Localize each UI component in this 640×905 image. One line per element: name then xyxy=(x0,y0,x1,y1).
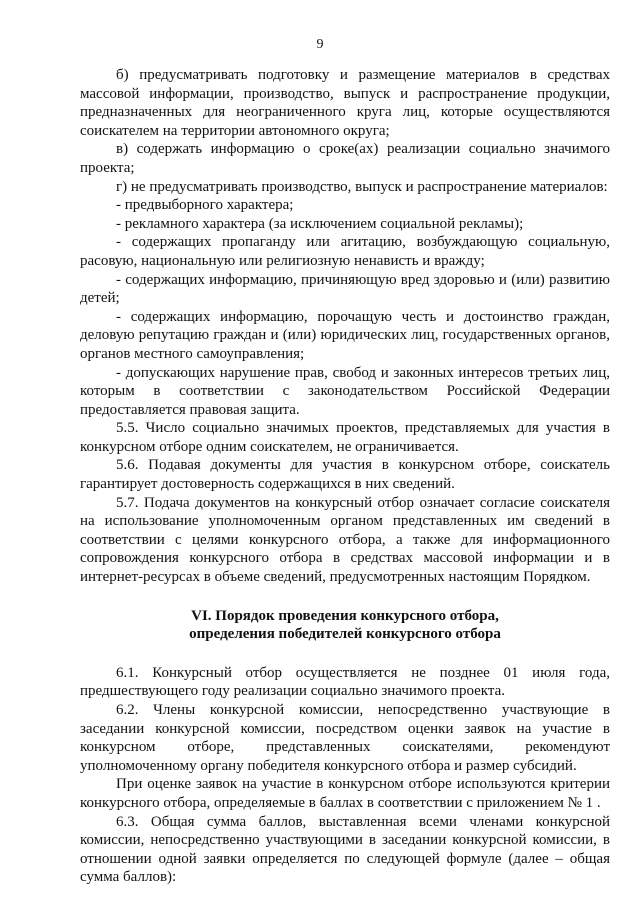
paragraph-b: б) предусматривать подготовку и размещение материалов в средствах массовой информации, производство, выпуск и распространение продукции, предназначенных для неограниченного круга лиц, которые осуществляются соискателем на территории автономного округа; xyxy=(80,67,610,139)
paragraph-6-2: 6.2. Члены конкурсной комиссии, непосредственно участвующие в заседании конкурсной комиссии, посредством оценки заявок на участие в конкурсном отборе, представленных соискателями, рекомендуют уполномоченному органу победителя конкурсного отбора и размер субсидий. xyxy=(80,702,610,774)
document-body xyxy=(80,66,610,887)
page-number: 9 xyxy=(316,37,324,52)
paragraph-5-5: 5.5. Число социально значимых проектов, представляемых для участия в конкурсном отборе одним соискателем, не ограничивается. xyxy=(80,420,610,455)
paragraph-6-1: 6.1. Конкурсный отбор осуществляется не позднее 01 июля года, предшествующего году реализации социально значимого проекта. xyxy=(80,664,610,700)
list-item: - содержащих информацию, порочащую честь и достоинство граждан, деловую репутацию граждан и (или) юридических лиц, государственных органов, органов местного самоуправления; xyxy=(80,308,610,362)
section-spacer xyxy=(80,644,610,664)
list-item: - предвыборного характера; xyxy=(116,197,294,214)
list-item: - содержащих пропаганду или агитацию, возбуждающую социальную, расовую, национальную или религиозную ненависть и вражду; xyxy=(80,234,610,269)
paragraph-5-6: 5.6. Подавая документы для участия в конкурсном отборе, соискатель гарантирует достоверность содержащихся в них сведений. xyxy=(80,457,610,493)
list-item: - содержащих информацию, причиняющую вред здоровью и (или) развитию детей; xyxy=(80,271,610,307)
list-item: - рекламного характера (за исключением социальной рекламы); xyxy=(116,215,524,232)
paragraph-criteria: При оценке заявок на участие в конкурсном отборе используются критерии конкурсного отбора, определяемые в баллах в соответствии с приложением № 1 . xyxy=(80,776,610,811)
paragraph-v: в) содержать информацию о сроке(ах) реализации социально значимого проекта; xyxy=(80,141,610,176)
section-heading-line-1: VI. Порядок проведения конкурсного отбора, xyxy=(191,607,499,624)
paragraph-6-3: 6.3. Общая сумма баллов, выставленная всеми членами конкурсной комиссии, непосредственно участвующими в заседании конкурсной комиссии, в отношении одной заявки определяется по следующей формуле (далее – общая сумма баллов): xyxy=(80,813,610,886)
section-heading-line-2: определения победителей конкурсного отбора xyxy=(189,626,501,643)
section-spacer xyxy=(80,587,610,607)
paragraph-g: г) не предусматривать производство, выпуск и распространение материалов: xyxy=(116,178,608,195)
paragraph-5-7: 5.7. Подача документов на конкурсный отбор означает согласие соискателя на использование уполномоченным органом представленных им сведений в соответствии с целями конкурсного отбора, а также для информационного сопровождения конкурсного отбора в средствах массовой информации и в интернет-ресурсах в объеме сведений, предусмотренных настоящим Порядком. xyxy=(80,494,610,586)
list-item: - допускающих нарушение прав, свобод и законных интересов третьих лиц, которым в соответствии с законодательством Российской Федерации предоставляется правовая защита. xyxy=(80,364,610,418)
